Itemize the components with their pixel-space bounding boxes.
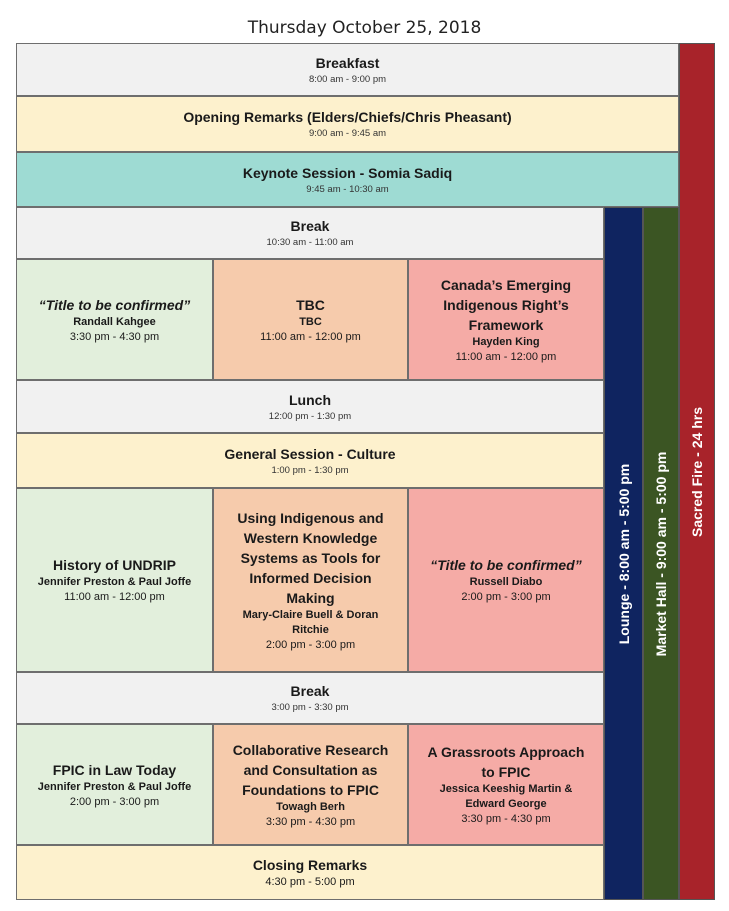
breakfast-row [16, 43, 679, 96]
session-title: General Session - Culture [224, 445, 396, 462]
session-time: 9:00 am - 9:45 am [308, 128, 387, 139]
session-time: 4:30 pm - 5:00 pm [265, 876, 355, 888]
session-speaker: Mary-Claire Buell & Doran Ritchie [242, 608, 379, 636]
sacred-fire-bar [679, 43, 715, 900]
market-hall-label: Market Hall - 9:00 am - 5:00 pm [653, 451, 669, 656]
opening-remarks-row [16, 96, 679, 152]
session-time: 2:00 pm - 3:00 pm [461, 591, 551, 603]
session-speaker: Jessica Keeshig Martin & Edward George [439, 783, 573, 810]
session-title: Opening Remarks (Elders/Chiefs/Chris Pheasant) [183, 109, 512, 125]
session-title: Break [290, 683, 330, 699]
session-speaker: Jennifer Preston & Paul Joffe [37, 780, 192, 793]
session-title: “Title to be confirmed” [38, 296, 191, 313]
session-time: 10:30 am - 11:00 am [266, 237, 354, 248]
session-title: Canada’s Emerging Indigenous Right’s Framework [440, 276, 572, 333]
break-row [16, 672, 604, 724]
session-title: FPIC in Law Today [52, 761, 177, 778]
session-title: Keynote Session - Somia Sadiq [242, 164, 453, 181]
general-session-row [16, 433, 604, 488]
session-time: 3:30 pm - 4:30 pm [461, 813, 551, 825]
keynote-row [16, 152, 679, 207]
session-card [16, 259, 213, 380]
sacred-fire-label: Sacred Fire - 24 hrs [689, 406, 705, 537]
page-title: Thursday October 25, 2018 [247, 18, 482, 38]
session-title: TBC [296, 296, 325, 313]
session-time: 9:45 am - 10:30 am [306, 183, 389, 195]
session-title: A Grassroots Approach to FPIC [427, 744, 585, 780]
lounge-label: Lounge - 8:00 am - 5:00 pm [615, 463, 632, 644]
session-card [213, 724, 408, 845]
lunch-row [16, 380, 604, 433]
session-title: History of UNDRIP [53, 557, 176, 573]
session-time: 11:00 am - 12:00 pm [64, 591, 165, 603]
closing-remarks-row [16, 845, 604, 900]
session-time: 1:00 pm - 1:30 pm [271, 464, 349, 476]
session-speaker: TBC [299, 315, 322, 328]
session-time: 2:00 pm - 3:00 pm [69, 795, 160, 808]
session-time: 11:00 am - 12:00 pm [260, 330, 361, 343]
session-card [408, 724, 604, 845]
session-time: 8:00 am - 9:00 pm [308, 73, 387, 85]
market-hall-bar [643, 207, 679, 900]
session-title: Breakfast [315, 54, 380, 71]
session-speaker: Hayden King [472, 335, 540, 348]
session-speaker: Jennifer Preston & Paul Joffe [37, 576, 192, 588]
session-time: 2:00 pm - 3:00 pm [265, 638, 356, 651]
session-title: Lunch [289, 391, 331, 408]
session-card [408, 259, 604, 380]
session-title: Closing Remarks [252, 857, 368, 873]
session-card [213, 488, 408, 672]
session-card [213, 259, 408, 380]
session-time: 3:00 pm - 3:30 pm [271, 702, 349, 713]
break-row [16, 207, 604, 259]
session-time: 3:30 pm - 4:30 pm [69, 330, 160, 343]
session-title: Using Indigenous and Western Knowledge Systems as Tools for Informed Decision Making [237, 509, 384, 606]
session-title: “Title to be confirmed” [430, 557, 582, 573]
lounge-bar [604, 207, 643, 900]
session-speaker: Randall Kahgee [73, 315, 156, 328]
session-speaker: Towagh Berh [276, 800, 345, 813]
session-card [408, 488, 604, 672]
session-title: Collaborative Research and Consultation as Foundations to FPIC [232, 741, 389, 798]
session-time: 11:00 am - 12:00 pm [455, 350, 557, 363]
session-title: Break [290, 218, 330, 234]
session-time: 12:00 pm - 1:30 pm [268, 410, 352, 422]
session-speaker: Russell Diabo [469, 576, 543, 588]
session-card [16, 488, 213, 672]
session-time: 3:30 pm - 4:30 pm [265, 815, 356, 828]
session-card [16, 724, 213, 845]
